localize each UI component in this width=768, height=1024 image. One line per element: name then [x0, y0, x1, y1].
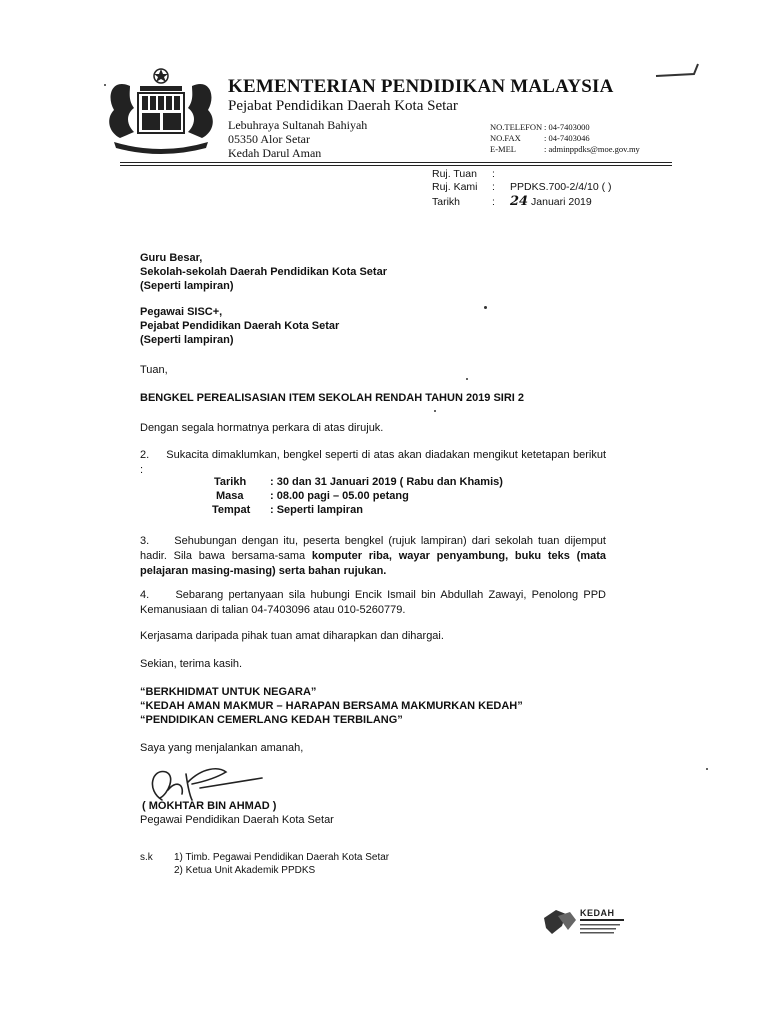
paragraph-3-text: 3. Sehubungan dengan itu, peserta bengkel (rujuk lampiran) dari sekolah tuan dijemput hadir. Sila bawa bersama-sama	[140, 535, 606, 562]
address-line-1: Lebuhraya Sultanah Bahiyah	[228, 118, 368, 132]
recipient-2-line-3: (Seperti lampiran)	[140, 334, 234, 346]
address-line-3: Kedah Darul Aman	[228, 146, 322, 160]
ruj-kami-colon: :	[492, 181, 495, 193]
recipient-2-line-2: Pejabat Pendidikan Daerah Kota Setar	[140, 320, 340, 332]
contact-fax-label: NO.FAX	[490, 133, 521, 143]
ink-mark	[654, 60, 700, 80]
kedah-logo-text: KEDAH	[580, 908, 615, 918]
ruj-kami-label: Ruj. Kami	[432, 181, 478, 193]
paragraph-2: 2. Sukacita dimaklumkan, bengkel seperti di atas akan diadakan mengikut ketetapan berikut :	[140, 449, 606, 476]
motto-3: “PENDIDIKAN CEMERLANG KEDAH TERBILANG”	[140, 714, 403, 726]
cc-label: s.k	[140, 852, 153, 863]
scan-speck	[484, 306, 487, 309]
paragraph-5: Kerjasama daripada pihak tuan amat diharapkan dan dihargai.	[140, 630, 444, 642]
tarikh-label: Tarikh	[432, 196, 461, 208]
ruj-tuan-colon: :	[492, 168, 495, 180]
scan-speck	[466, 378, 468, 380]
subject-line: BENGKEL PEREALISASIAN ITEM SEKOLAH RENDAH TAHUN 2019 SIRI 2	[140, 392, 525, 404]
contact-email	[490, 144, 640, 154]
scan-speck	[434, 410, 436, 412]
ruj-kami-value: PPDKS.700-2/4/10 ( )	[510, 181, 612, 193]
tarikh-colon: :	[492, 196, 495, 208]
trust-line: Saya yang menjalankan amanah,	[140, 742, 304, 754]
contact-email-value: : adminppdks@moe.gov.my	[544, 144, 640, 154]
recipient-1-line-3: (Seperti lampiran)	[140, 280, 234, 292]
detail-masa-value: : 08.00 pagi – 05.00 petang	[270, 490, 409, 502]
ref-ruj-tuan	[432, 168, 510, 180]
contact-email-label: E-MEL	[490, 144, 516, 154]
cc-item-2: 2) Ketua Unit Akademik PPDKS	[174, 865, 316, 876]
paragraph-4: 4. Sebarang pertanyaan sila hubungi Encik Ismail bin Abdullah Zawayi, Penolong PPD Kemanusiaan di talian 04-7403096 atau 010-5260779.	[140, 589, 606, 616]
paragraph-3	[140, 534, 606, 579]
address-line-2: 05350 Alor Setar	[228, 132, 310, 146]
cc-item-1: 1) Timb. Pegawai Pendidikan Daerah Kota Setar	[174, 852, 390, 863]
paragraph-1: Dengan segala hormatnya perkara di atas dirujuk.	[140, 422, 384, 434]
detail-tempat-value: : Seperti lampiran	[270, 504, 363, 516]
contact-phone-label: NO.TELEFON	[490, 122, 543, 132]
office-name: Pejabat Pendidikan Daerah Kota Setar	[228, 98, 458, 114]
contact-phone	[490, 122, 590, 132]
detail-tarikh-value: : 30 dan 31 Januari 2019 ( Rabu dan Khamis)	[270, 476, 503, 488]
header-divider-thin	[120, 165, 672, 166]
motto-2: “KEDAH AMAN MAKMUR – HARAPAN BERSAMA MAKMURKAN KEDAH”	[140, 700, 523, 712]
header-divider	[120, 162, 672, 163]
recipient-1-line-2: Sekolah-sekolah Daerah Pendidikan Kota Setar	[140, 266, 387, 278]
paragraph-3-bold: komputer riba, wayar penyambung, buku teks (mata pelajaran masing-masing) serta bahan rujukan.	[140, 550, 606, 577]
tarikh-day-handwritten: 24	[510, 194, 529, 209]
ruj-tuan-label: Ruj. Tuan	[432, 168, 477, 180]
signatory-name: ( MOKHTAR BIN AHMAD )	[142, 800, 277, 812]
detail-tempat-label: Tempat	[212, 504, 251, 516]
salutation: Tuan,	[140, 364, 168, 376]
coat-of-arms-crest	[100, 66, 222, 156]
contact-phone-value: : 04-7403000	[544, 122, 590, 132]
contact-fax-value: : 04-7403046	[544, 133, 590, 143]
scan-speck	[706, 768, 708, 770]
motto-1: “BERKHIDMAT UNTUK NEGARA”	[140, 686, 317, 698]
signatory-title: Pegawai Pendidikan Daerah Kota Setar	[140, 814, 334, 826]
ministry-title: KEMENTERIAN PENDIDIKAN MALAYSIA	[228, 76, 614, 97]
closing: Sekian, terima kasih.	[140, 658, 243, 670]
contact-fax	[490, 133, 590, 143]
scan-speck	[104, 84, 106, 86]
detail-tarikh-label: Tarikh	[214, 476, 247, 488]
detail-masa-label: Masa	[216, 490, 244, 502]
recipient-1-line-1: Guru Besar,	[140, 252, 203, 264]
tarikh-rest: Januari 2019	[531, 196, 592, 208]
ref-ruj-kami	[432, 181, 612, 193]
recipient-2-line-1: Pegawai SISC+,	[140, 306, 223, 318]
ref-tarikh	[432, 194, 592, 209]
